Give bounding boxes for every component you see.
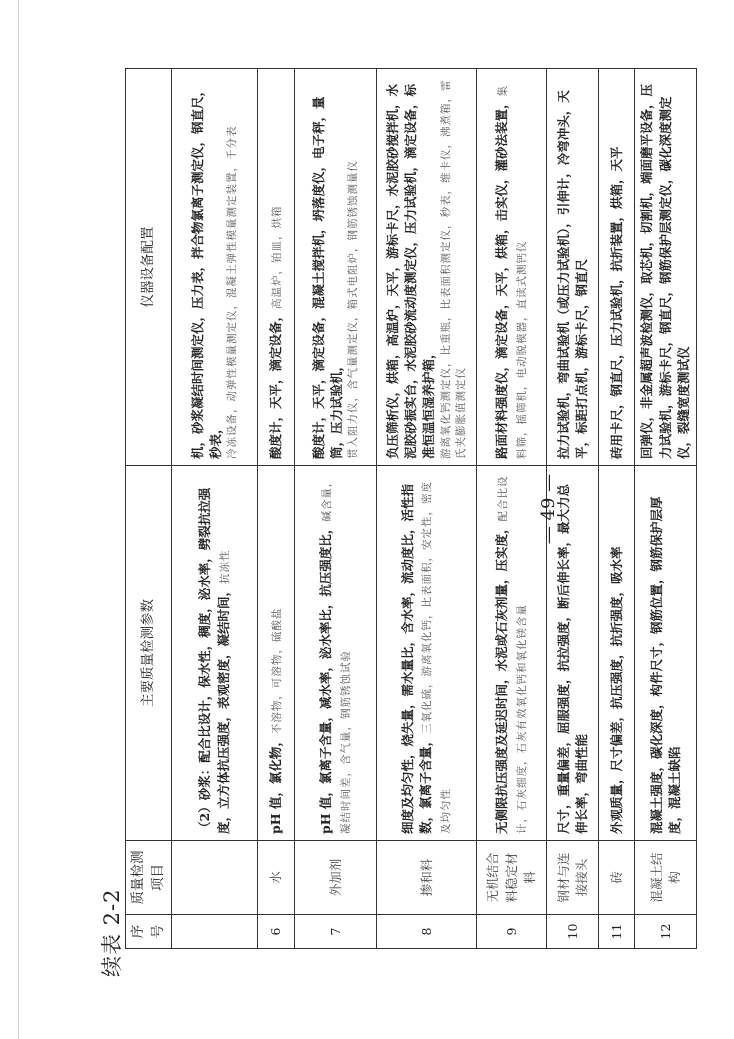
table-row: [295, 69, 377, 949]
row-seq: 9: [477, 915, 547, 949]
page-number: — 49 —: [538, 473, 559, 545]
instruments-sub: 高温炉，铂皿，烘箱: [271, 205, 284, 309]
row-seq: 7: [295, 915, 377, 949]
params-sub: 三氧化硫，游离氧化钙，比表面积，安定性，密度及均匀性: [421, 480, 452, 834]
instruments-sub: 集料筛，摇筛机，电动脱模器，直读式测钙仪: [497, 84, 528, 459]
table-caption: 续表 2-2: [100, 888, 124, 977]
table-row: [599, 69, 635, 949]
params-main: 混凝土强度，碳化深度，构件尺寸，钢筋位置，钢筋保护层厚度，混凝土缺陷: [648, 496, 682, 834]
row-instruments: [477, 69, 547, 466]
header-item: 质量检测项目: [126, 841, 172, 915]
table-row: [477, 69, 547, 949]
row-params: [172, 466, 258, 841]
params-main: 无侧限抗压强度及延迟时间，水泥或石灰剂量，压实度，: [494, 521, 510, 834]
header-seq: 序号: [126, 915, 172, 949]
params-sub: 抗冻性: [218, 549, 231, 584]
table-row: [635, 69, 697, 949]
row-item: 外加剂: [295, 841, 377, 915]
instruments-main: 拉力试验机，弯曲试验机（或压力试验机），引伸计，冷弯冲头，天平，标距打点机，游标卡尺，钢直尺: [555, 90, 589, 459]
row-item: 掺和料: [377, 841, 477, 915]
instruments-main: 砖用卡尺，钢直尺，压力试验机，抗折装置，烘箱，天平: [608, 146, 624, 459]
params-main: 尺寸，重量偏差，屈服强度，抗拉强度，断后伸长率，最大力总伸长率，弯曲性能: [555, 483, 589, 834]
table-row: [258, 69, 295, 949]
params-main: pH 值，氯离子含量，减水率，泌水率比，抗压强度比，: [318, 521, 334, 834]
instruments-main: 机，砂浆凝结时间测定仪，压力表，拌合物氯离子测定仪，钢直尺，秒表，: [189, 83, 224, 459]
header-params: 主要质量检测参数: [126, 466, 172, 841]
row-seq: 10: [547, 915, 599, 949]
row-item: 混凝土结构: [635, 841, 697, 915]
row-seq: 8: [377, 915, 477, 949]
params-sub: 配合比设计，石灰细度，石灰有效氧化钙和氧化镁含量: [497, 475, 528, 834]
instruments-main: 负压筛析仪，烘箱，高温炉，天平，游标卡尺，水泥胶砂搅拌机，水泥胶砂振实台，水泥胶砂流动度测定仪，压力试验机，滴定设备，标准恒温恒湿养护箱，: [385, 83, 437, 459]
row-instruments: [295, 69, 377, 466]
row-params: [377, 466, 477, 841]
row-instruments: [599, 69, 635, 466]
row-item: 水: [258, 841, 295, 915]
row-seq: [172, 915, 258, 949]
header-instruments: 仪器设备配置: [126, 69, 172, 466]
row-params: [599, 466, 635, 841]
params-sub: 碱含量，凝结时间差，含气量，钢筋锈蚀试验: [321, 475, 352, 834]
row-params: [635, 466, 697, 841]
row-instruments: [377, 69, 477, 466]
row-params: [295, 466, 377, 841]
inspection-table: [125, 68, 697, 949]
row-item: 钢材与连接接头: [547, 841, 599, 915]
params-main: 细度及均匀性，烧失量，需水量比，含水率，流动度比，活性指数，氯离子含量，: [400, 483, 434, 834]
row-item: [172, 841, 258, 915]
row-instruments: [635, 69, 697, 466]
params-sub: 不溶物，可溶物，硫酸盐: [271, 607, 284, 735]
instruments-sub: 冷冻设备，动弹性模量测定仪，混凝土弹性模量测定装置，千分表: [226, 125, 239, 459]
instruments-main: 酸度计，天平，滴定设备，混凝土搅拌机，坍落度仪，电子秤，量筒，压力试验机，: [310, 96, 345, 459]
row-instruments: [172, 69, 258, 466]
table-row: [172, 69, 258, 949]
params-main: 外观质量，尺寸偏差，抗压强度，抗折强度，吸水率: [608, 546, 624, 834]
row-params: [258, 466, 295, 841]
header-row: [126, 69, 172, 949]
instruments-main: 回弹仪，非金属超声波检测仪，取芯机，切割机，端面磨平设备，压力试验机，游标卡尺，钢直尺，钢筋保护层测定仪，碳化深度测定仪，裂缝宽度测试仪: [639, 83, 691, 459]
instruments-sub: 游离氧化钙测定仪，比重瓶，比表面积测定仪，秒表，维卡仪，沸煮箱，雷氏夹膨胀值测定仪: [439, 79, 467, 459]
row-params: [477, 466, 547, 841]
row-item: 无机结合料稳定材料: [477, 841, 547, 915]
table-row: [377, 69, 477, 949]
instruments-sub: 贯入阻力仪，含气量测定仪，箱式电阻炉，钢筋锈蚀测量仪: [347, 160, 360, 459]
params-main: （2）砂浆：配合比设计，保水性，稠度，泌水率，劈裂抗拉强度，立方体抗压强度，表观密度，凝结时间，: [197, 487, 231, 834]
row-seq: 12: [635, 915, 697, 949]
params-main: pH 值，氯化物，: [268, 734, 284, 834]
instruments-main: 路面材料强度仪，滴定设备，天平，烘箱，击实仪，灌砂法装置，: [494, 96, 510, 459]
row-seq: 6: [258, 915, 295, 949]
row-seq: 11: [599, 915, 635, 949]
row-instruments: [258, 69, 295, 466]
instruments-main: 酸度计，天平，滴定设备，: [268, 308, 284, 459]
row-item: 砖: [599, 841, 635, 915]
